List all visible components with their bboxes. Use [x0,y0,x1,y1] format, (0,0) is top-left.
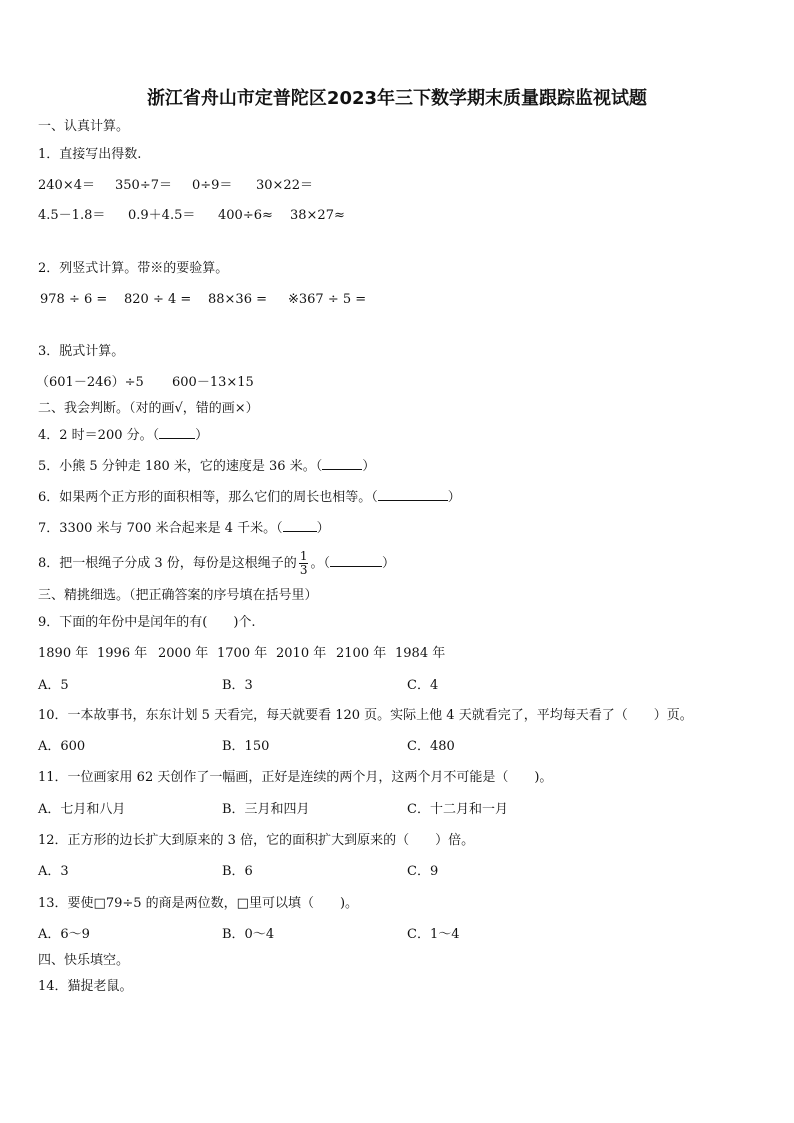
q1-item: 38×27≈ [290,208,345,223]
q1-item: 30×22＝ [256,178,313,193]
question-9-prompt: 9．下面的年份中是闰年的有( )个. [38,615,256,630]
fraction [299,550,309,577]
fraction-denominator: 3 [299,563,308,577]
question-4 [38,426,208,445]
option-a[interactable]: A．600 [38,739,86,754]
q2-item: 978 ÷ 6 = [40,292,108,307]
answer-blank[interactable] [159,426,195,439]
option-b[interactable]: B．3 [222,678,253,693]
q2-item: 820 ÷ 4 = [124,292,192,307]
option-a[interactable]: A．5 [38,678,69,693]
question-13-prompt: 13．要使□79÷5 的商是两位数，□里可以填（ )。 [38,896,359,911]
question-7 [38,519,330,538]
year-item: 1700 年 [217,646,268,661]
q1-item: 0÷9＝ [192,178,233,193]
year-item: 1984 年 [395,646,446,661]
answer-blank[interactable] [330,554,382,567]
question-3-prompt: 3．脱式计算。 [38,344,125,359]
question-8-text: 8．把一根绳子分成 3 份，每份是这根绳子的 [38,556,297,571]
q1-item: 350÷7＝ [115,178,172,193]
question-12-prompt: 12．正方形的边长扩大到原来的 3 倍，它的面积扩大到原来的（ ）倍。 [38,833,475,848]
answer-blank[interactable] [322,457,362,470]
year-item: 1996 年 [97,646,148,661]
q3-item: （601－246）÷5 [36,375,144,390]
section-heading-1: 一、认真计算。 [38,119,130,134]
option-c[interactable]: C．十二月和一月 [407,802,508,817]
option-c[interactable]: C．1～4 [407,927,460,942]
option-b[interactable]: B．0～4 [222,927,275,942]
section-heading-3: 三、精挑细选。（把正确答案的序号填在括号里） [38,588,318,603]
question-1-prompt: 1．直接写出得数. [38,147,142,162]
question-4-text: 4．2 时＝200 分。（ [38,428,160,443]
answer-blank[interactable] [378,488,448,501]
question-7-end: ） [316,521,330,536]
option-a[interactable]: A．七月和八月 [38,802,126,817]
question-10-prompt: 10．一本故事书，东东计划 5 天看完，每天就要看 120 页。实际上他 4 天就看完了，平均每天看了（ ）页。 [38,708,693,723]
question-8-end: ） [381,556,395,571]
option-c[interactable]: C．480 [407,739,455,754]
q1-item: 4.5－1.8＝ [38,208,106,223]
question-6 [38,488,461,507]
question-6-text: 6．如果两个正方形的面积相等，那么它们的周长也相等。（ [38,490,378,505]
page-title: 浙江省舟山市定普陀区2023年三下数学期末质量跟踪监视试题 [146,88,648,109]
question-2-prompt: 2．列竖式计算。带※的要验算。 [38,261,229,276]
question-14-prompt: 14．猫捉老鼠。 [38,979,133,994]
question-11-prompt: 11．一位画家用 62 天创作了一幅画，正好是连续的两个月，这两个月不可能是（ )。 [38,770,553,785]
question-4-end: ） [195,428,209,443]
year-item: 2000 年 [158,646,209,661]
question-8 [38,548,395,580]
option-a[interactable]: A．6～9 [38,927,90,942]
question-5-end: ） [362,459,376,474]
q2-item: ※367 ÷ 5 = [288,292,367,307]
section-heading-4: 四、快乐填空。 [38,953,130,968]
question-6-end: ） [447,490,461,505]
section-heading-2: 二、我会判断。（对的画√，错的画×） [38,401,259,416]
answer-blank[interactable] [283,519,317,532]
q2-item: 88×36 = [208,292,268,307]
year-item: 2100 年 [336,646,387,661]
year-item: 2010 年 [276,646,327,661]
question-5-text: 5．小熊 5 分钟走 180 米，它的速度是 36 米。（ [38,459,323,474]
option-a[interactable]: A．3 [38,864,69,879]
option-b[interactable]: B．三月和四月 [222,802,310,817]
question-7-text: 7．3300 米与 700 米合起来是 4 千米。（ [38,521,283,536]
option-b[interactable]: B．150 [222,739,270,754]
q1-item: 0.9＋4.5＝ [128,208,196,223]
question-5 [38,457,375,476]
option-b[interactable]: B．6 [222,864,253,879]
year-item: 1890 年 [38,646,89,661]
option-c[interactable]: C．9 [407,864,439,879]
question-8-after: 。（ [310,556,330,571]
q1-item: 400÷6≈ [218,208,273,223]
q3-item: 600－13×15 [172,375,254,390]
option-c[interactable]: C．4 [407,678,439,693]
q1-item: 240×4＝ [38,178,95,193]
fraction-numerator: 1 [299,549,308,563]
